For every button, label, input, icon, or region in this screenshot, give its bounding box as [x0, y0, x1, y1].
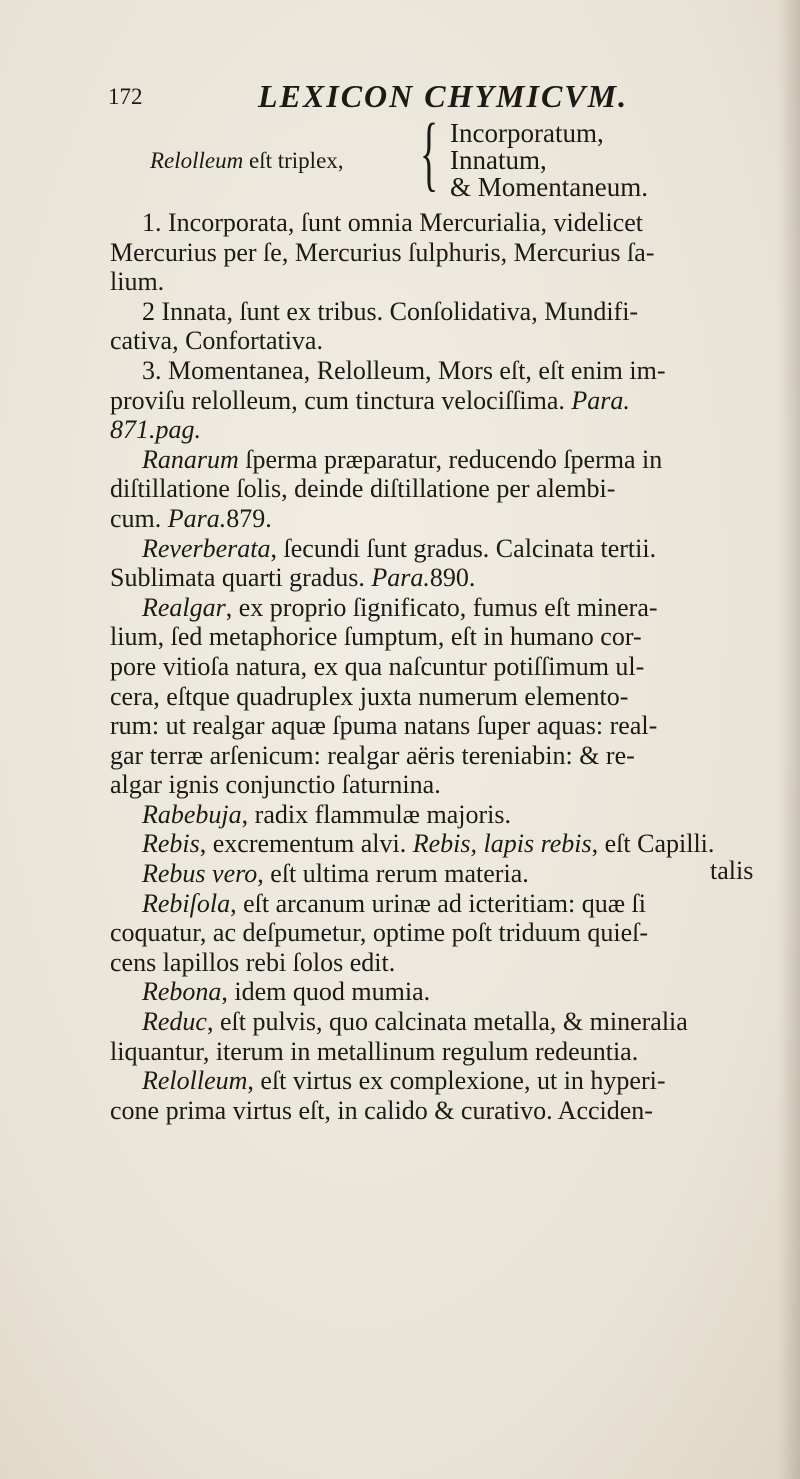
- italic-term: Realgar: [142, 592, 226, 622]
- text-run: pore vitioſa natura, ex qua naſcuntur potiſſimum ul-: [110, 651, 645, 681]
- text-run: , excrementum alvi.: [199, 829, 413, 859]
- italic-term: Rebis: [142, 829, 200, 859]
- text-line: [110, 652, 790, 682]
- brace-item: & Momentaneum.: [450, 172, 648, 202]
- text-line: [110, 1096, 790, 1126]
- text-run: lium, ſed metaphorice ſumptum, eſt in humano cor-: [110, 622, 642, 652]
- text-line: [110, 622, 790, 652]
- italic-term: Reverberata: [142, 533, 271, 563]
- text-line: [110, 682, 790, 712]
- text-run: , ſecundi ſunt gradus. Calcinata tertii.: [270, 533, 657, 563]
- text-run: ſperma præparatur, reducendo ſperma in: [238, 444, 663, 474]
- text-line: [110, 1037, 790, 1067]
- text-line: [110, 445, 790, 475]
- brace-item: Incorporatum,: [450, 118, 604, 148]
- text-run: lium.: [110, 267, 165, 297]
- text-run: liquantur, iterum in metallinum regulum redeuntia.: [110, 1036, 639, 1066]
- text-line: [110, 889, 790, 919]
- text-line: [110, 770, 790, 800]
- catchword: talis: [710, 856, 754, 885]
- italic-term: Para.: [371, 563, 430, 593]
- text-run: algar ignis conjunctio ſaturnina.: [110, 770, 441, 800]
- text-line: [110, 326, 790, 356]
- brace-item: Innatum,: [450, 145, 547, 175]
- text-line: [110, 208, 790, 238]
- text-run: cera, eſtque quadruplex juxta numerum elemento-: [110, 681, 629, 711]
- text-run: 879.: [226, 503, 272, 533]
- relolleum-brace-entry: [150, 107, 750, 202]
- italic-term: Para.: [571, 385, 630, 415]
- italic-term: Reduc: [142, 1007, 207, 1037]
- text-line: [110, 386, 790, 416]
- text-line: [110, 948, 790, 978]
- text-run: , eſt ultima rerum materia.: [257, 859, 529, 889]
- text-line: [110, 800, 790, 830]
- text-line: [110, 741, 790, 771]
- text-line: [110, 1007, 790, 1037]
- text-run: rum: ut realgar aquæ ſpuma natans ſuper aquas: real-: [110, 711, 658, 741]
- text-line: [110, 504, 790, 534]
- text-run: cone prima virtus eſt, in calido & curativo. Acciden-: [110, 1095, 653, 1125]
- text-line: [110, 593, 790, 623]
- text-run: cum.: [110, 503, 168, 533]
- text-line: [110, 563, 790, 593]
- text-line: [110, 415, 790, 445]
- text-run: 2 Innata, ſunt ex tribus. Conſolidativa, Mundifi-: [142, 296, 639, 326]
- text-run: cens lapillos rebi ſolos edit.: [110, 947, 396, 977]
- italic-term: Para.: [167, 503, 227, 533]
- text-run: diſtillatione ſolis, deinde diſtillatione per alembi-: [110, 474, 616, 504]
- italic-term: Relolleum: [142, 1066, 248, 1096]
- text-run: Sublimata quarti gradus.: [110, 563, 372, 593]
- text-line: [110, 474, 790, 504]
- text-line: [110, 267, 790, 297]
- text-line: [110, 356, 790, 386]
- italic-term: 871.: [110, 415, 156, 445]
- italic-term: Rebis, lapis rebis: [412, 829, 592, 859]
- text-line: [110, 1066, 790, 1096]
- text-run: , eſt pulvis, quo calcinata metalla, & mineralia: [206, 1007, 688, 1037]
- italic-term: Rebus vero: [142, 859, 258, 889]
- text-run: , radix flammulæ majoris.: [241, 799, 511, 829]
- text-run: , idem quod mumia.: [221, 977, 431, 1007]
- text-run: gar terræ arſenicum: realgar aëris tereniabin: & re-: [110, 740, 635, 770]
- text-line: [110, 977, 790, 1007]
- text-line: [110, 829, 790, 859]
- text-line: [110, 297, 790, 327]
- italic-term: Rabebuja: [142, 799, 242, 829]
- curly-brace: {: [420, 107, 439, 200]
- text-run: , eſt arcanum urinæ ad icteritiam: quæ ſi: [230, 888, 646, 918]
- page-number: 172: [108, 84, 143, 109]
- italic-term: Rebona: [142, 977, 222, 1007]
- text-run: 890.: [429, 563, 476, 593]
- text-run: , eſt Capilli.: [591, 829, 715, 859]
- text-run: , eſt virtus ex complexione, ut in hyperi-: [247, 1066, 666, 1096]
- text-run: Mercurius per ſe, Mercurius ſulphuris, Mercurius ſa-: [110, 237, 655, 267]
- italic-term: Rebiſola: [142, 888, 231, 918]
- italic-term: pag.: [155, 415, 201, 445]
- brace-lead: [150, 148, 344, 174]
- brace-lead-term: Relolleum: [150, 148, 244, 173]
- text-run: , ex proprio ſignificato, fumus eſt minera-: [225, 592, 658, 622]
- text-run: 3. Momentanea, Relolleum, Mors eſt, eſt enim im-: [142, 355, 666, 385]
- brace-lead-rest: eſt triplex,: [243, 148, 344, 173]
- text-line: [110, 918, 790, 948]
- text-line: [110, 238, 790, 268]
- text-run: coquatur, ac deſpumetur, optime poſt triduum quieſ-: [110, 918, 649, 948]
- page-header: [108, 78, 728, 118]
- text-line: [110, 859, 790, 889]
- body-text: [110, 208, 790, 1125]
- text-line: [110, 711, 790, 741]
- running-head: LEXICON CHYMICVM.: [258, 78, 629, 114]
- text-run: cativa, Confortativa.: [110, 326, 323, 356]
- text-run: proviſu relolleum, cum tinctura velociſſima.: [110, 385, 572, 415]
- italic-term: Ranarum: [142, 444, 239, 474]
- text-run: 1. Incorporata, ſunt omnia Mercurialia, videlicet: [142, 208, 644, 237]
- text-line: [110, 534, 790, 564]
